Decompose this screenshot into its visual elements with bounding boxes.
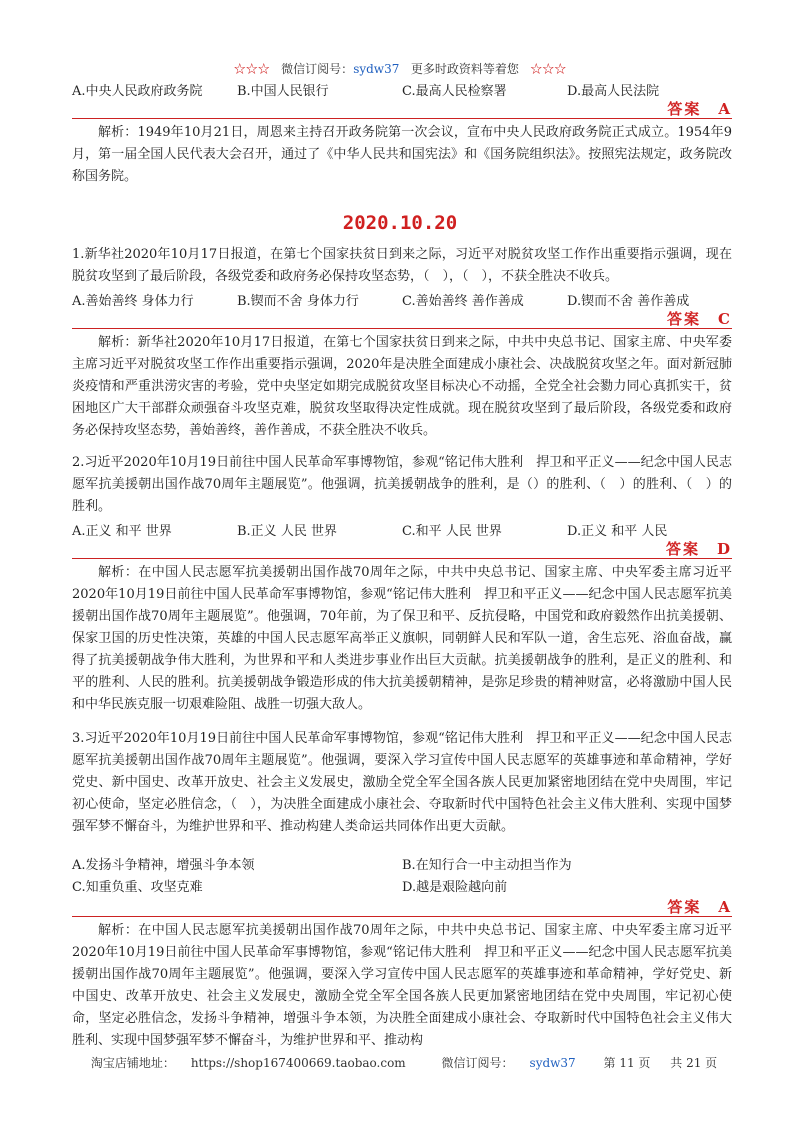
q0-options xyxy=(72,80,732,99)
q3-options-row2 xyxy=(72,876,732,895)
q3-option-a: A.发扬斗争精神，增强斗争本领 xyxy=(72,858,255,873)
footer-shop-label: 淘宝店铺地址： xyxy=(90,1056,175,1070)
q1-option-a: A.善始善终 身体力行 xyxy=(72,294,194,309)
q3-option-d: D.越是艰险越向前 xyxy=(402,880,508,895)
q0-answer-bar xyxy=(72,98,732,119)
q1-option-d: D.锲而不舍 善作善成 xyxy=(567,294,690,309)
q1-analysis: 解析：新华社2020年10月17日报道，在第七个国家扶贫日到来之际，中共中央总书记、国家主席、中央军委主席习近平对脱贫攻坚工作作出重要指示强调，2020年是决胜全面建成小康社会、决战脱贫攻坚之年。面对新冠肺炎疫情和严重洪涝灾害的考验，党中央坚定如期完成脱贫攻坚目标决心不动摇，全党全社会勠力同心真抓实干，贫困地区广大干部群众顽强奋斗攻坚克难，脱贫攻坚取得决定性成就。现在脱贫攻坚到了最后阶段，各级党委和政府务必保持攻坚态势，善始善终，善作善成，不获全胜决不收兵。 xyxy=(72,335,732,438)
q0-option-b: B.中国人民银行 xyxy=(237,84,329,99)
q0-option-a: A.中央人民政府政务院 xyxy=(72,84,203,99)
section-date: 2020.10.20 xyxy=(342,212,458,234)
q3-answer-bar xyxy=(72,896,732,917)
q2-analysis: 解析：在中国人民志愿军抗美援朝出国作战70周年之际，中共中央总书记、国家主席、中央军委主席习近平2020年10月19日前往中国人民革命军事博物馆，参观“铭记伟大胜利 捍卫和平正义——纪念中国人民志愿军抗美援朝出国作战70周年主题展览”。他强调，70年前，为了保卫和平、反抗侵略，中国党和政府毅然作出抗美援朝、保家卫国的历史性决策，英雄的中国人民志愿军高举正义旗帜，同朝鲜人民和军队一道，舍生忘死、浴血奋战，赢得了抗美援朝战争伟大胜利，为世界和平和人类进步事业作出巨大贡献。抗美援朝战争的胜利，是正义的胜利、和平的胜利、人民的胜利。抗美援朝战争锻造形成的伟大抗美援朝精神，是弥足珍贵的精神财富，必将激励中国人民和中华民族克服一切艰难险阻、战胜一切强大敌人。 xyxy=(72,565,732,712)
q1-option-c: C.善始善终 善作善成 xyxy=(402,294,524,309)
header-slogan: 更多时政资料等着您 xyxy=(410,62,519,76)
page-header xyxy=(0,60,800,77)
q2-options xyxy=(72,520,732,539)
stars-left: ☆☆☆ xyxy=(233,62,270,76)
header-account: sydw37 xyxy=(353,62,400,76)
q1-option-b: B.锲而不舍 身体力行 xyxy=(237,294,359,309)
q0-analysis: 解析：1949年10月21日，周恩来主持召开政务院第一次会议，宣布中央人民政府政务院正式成立。1954年9月，第一届全国人民代表大会召开，通过了《中华人民共和国宪法》和《国务院组织法》。按照宪法规定，政务院改称国务院。 xyxy=(72,125,732,184)
footer-page: 第 11 页 xyxy=(603,1056,651,1070)
q3-analysis: 解析：在中国人民志愿军抗美援朝出国作战70周年之际，中共中央总书记、国家主席、中央军委主席习近平2020年10月19日前往中国人民革命军事博物馆，参观“铭记伟大胜利 捍卫和平正义——纪念中国人民志愿军抗美援朝出国作战70周年主题展览”。他强调，要深入学习宣传中国人民志愿军的英雄事迹和革命精神，学好党史、新中国史、改革开放史、社会主义发展史，激励全党全军全国各族人民更加紧密地团结在党中央周围，牢记初心使命，坚定必胜信念，发扬斗争精神，增强斗争本领，为决胜全面建成小康社会、夺取新时代中国特色社会主义伟大胜利、实现中国梦强军梦不懈奋斗，为维护世界和平、推动构 xyxy=(72,923,732,1048)
q3-options-row1 xyxy=(72,854,732,873)
q2-stem: 2.习近平2020年10月19日前往中国人民革命军事博物馆，参观“铭记伟大胜利 捍卫和平正义——纪念中国人民志愿军抗美援朝出国作战70周年主题展览”。他强调，抗美援朝战争的胜利，是（）的胜利、（ ）的胜利、（ ）的胜利。 xyxy=(72,455,732,514)
stars-right: ☆☆☆ xyxy=(530,62,567,76)
q3-option-c: C.知重负重、攻坚克难 xyxy=(72,880,203,895)
q1-answer-bar xyxy=(72,308,732,329)
q2-answer: 答案 D xyxy=(665,540,732,558)
q2-option-b: B.正义 人民 世界 xyxy=(237,524,337,539)
q1-answer: 答案 C xyxy=(667,310,732,328)
q2-answer-bar xyxy=(72,538,732,559)
q3-option-b: B.在知行合一中主动担当作为 xyxy=(402,858,572,873)
q0-answer: 答案 A xyxy=(667,100,732,118)
q1-options xyxy=(72,290,732,309)
q2-option-d: D.正义 和平 人民 xyxy=(567,524,668,539)
q0-option-c: C.最高人民检察署 xyxy=(402,84,507,99)
footer-sub-label: 微信订阅号： xyxy=(441,1056,514,1070)
q3-stem: 3.习近平2020年10月19日前往中国人民革命军事博物馆，参观“铭记伟大胜利 捍卫和平正义——纪念中国人民志愿军抗美援朝出国作战70周年主题展览”。他强调，要深入学习宣传中国人民志愿军的英雄事迹和革命精神，学好党史、新中国史、改革开放史、社会主义发展史，激励全党全军全国各族人民更加紧密地团结在党中央周围，牢记初心使命，坚定必胜信念，（ ），为决胜全面建成小康社会、夺取新时代中国特色社会主义伟大胜利、实现中国梦强军梦不懈奋斗，为维护世界和平、推动构建人类命运共同体作出更大贡献。 xyxy=(72,731,732,834)
q0-option-d: D.最高人民法院 xyxy=(567,84,660,99)
footer-total: 共 21 页 xyxy=(670,1056,718,1070)
q3-answer: 答案 A xyxy=(667,898,732,916)
header-label: 微信订阅号： xyxy=(281,62,354,76)
q1-stem: 1.新华社2020年10月17日报道，在第七个国家扶贫日到来之际，习近平对脱贫攻坚工作作出重要指示强调，现在脱贫攻坚到了最后阶段，各级党委和政府务必保持攻坚态势，（ ），（ ），不获全胜决不收兵。 xyxy=(72,247,732,284)
q2-option-c: C.和平 人民 世界 xyxy=(402,524,502,539)
footer-shop-url[interactable]: https://shop167400669.taobao.com xyxy=(190,1056,406,1070)
q2-option-a: A.正义 和平 世界 xyxy=(72,524,172,539)
page-footer xyxy=(0,1054,800,1071)
footer-sub-account: sydw37 xyxy=(529,1056,576,1070)
